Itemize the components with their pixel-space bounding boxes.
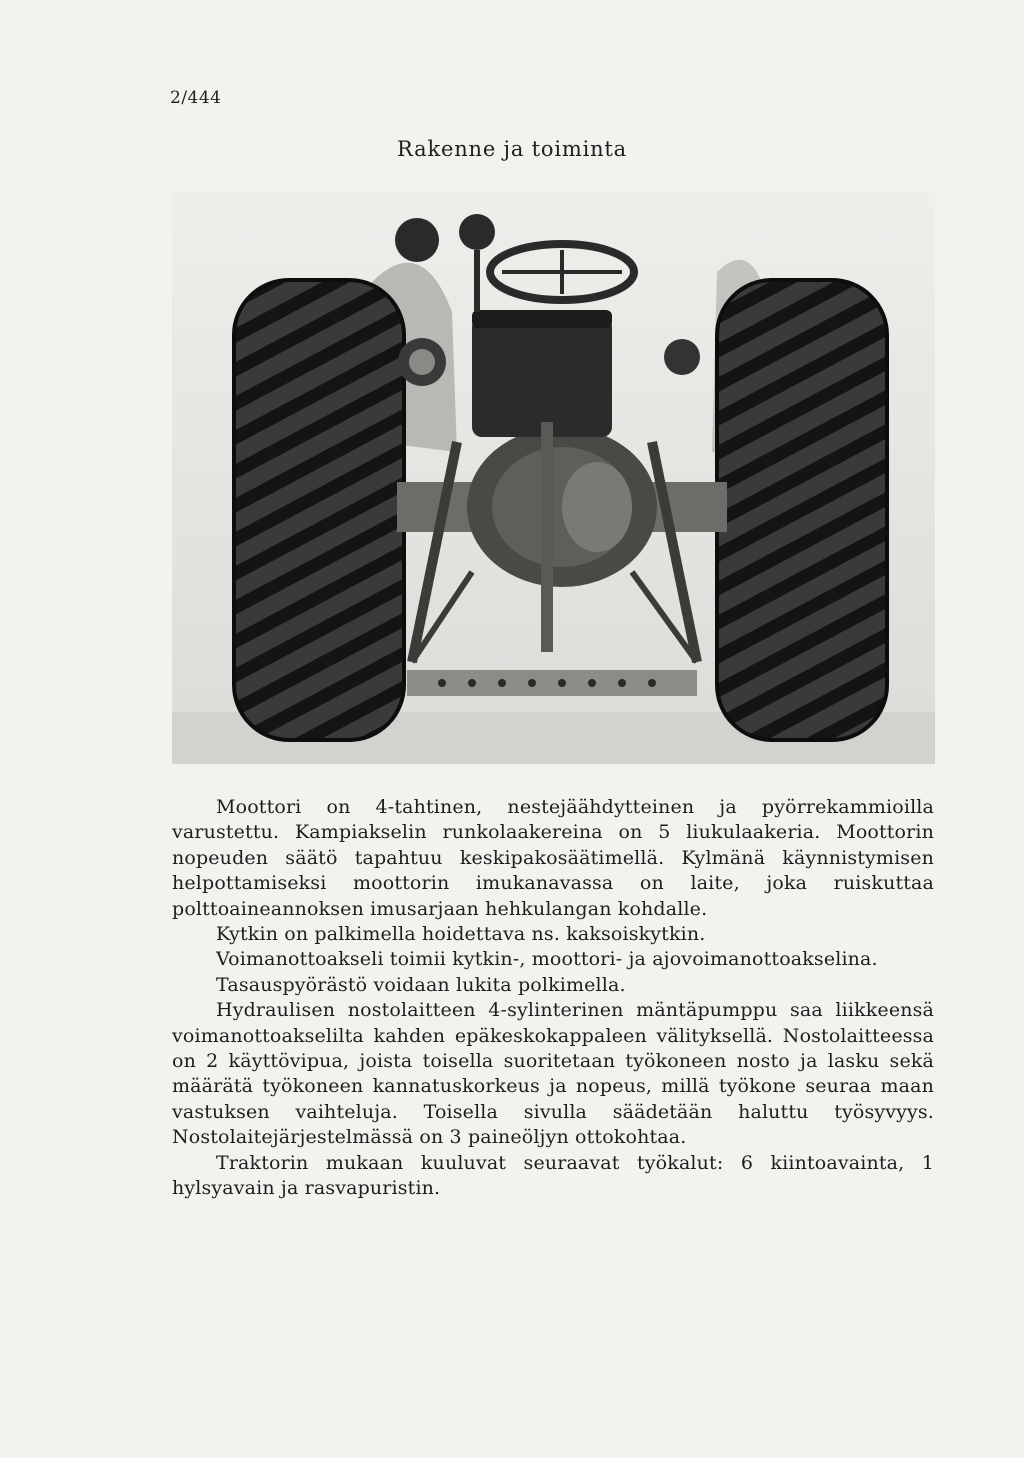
tractor-rear-view-photo [172, 192, 935, 764]
paragraph-hydraulics: Hydraulisen nostolaitteen 4-sylinterinen mäntäpumppu saa liikkeensä voimanottoakselilta kahden epäkeskokappaleen välityksellä. Nostolaitteessa on 2 käyttövipua, joista toisella suoritetaan työkoneen nosto ja lasku sekä määrätä työkoneen kannatuskorkeus ja nopeus, millä työkone seuraa maan vastuksen vaihteluja. Toisella sivulla säädetään haluttu työsyvyys. Nostolaitejärjestelmässä on 3 paineöljyn ottokohtaa. [172, 999, 934, 1149]
paragraph-tools: Traktorin mukaan kuuluvat seuraavat työkalut: 6 kiintoavainta, 1 hylsyavain ja rasvapuristin. [172, 1151, 934, 1200]
section-title: Rakenne ja toiminta [397, 137, 627, 161]
paragraph-clutch: Kytkin on palkimella hoidettava ns. kaksoiskytkin. [216, 923, 706, 946]
paragraph-differential: Tasauspyörästö voidaan lukita polkimella. [216, 973, 626, 996]
paragraph-engine: Moottori on 4-tahtinen, nestejäähdytteinen ja pyörrekammioilla varustettu. Kampiakselin runkolaakereina on 5 liukulaakeria. Moottorin nopeuden säätö tapahtuu keskipakosäätimellä. Kylmänä käynnistymisen helpottamiseksi moottorin imukanavassa on laite, joka ruiskuttaa polttoaineannoksen imusarjaan hehkulangan kohdalle. [172, 796, 934, 920]
page-number: 2/444 [170, 88, 222, 108]
tractor-photo-icon [172, 192, 935, 764]
paragraph-pto: Voimanottoakseli toimii kytkin-, moottori- ja ajovoimanottoakselina. [216, 948, 878, 971]
body-text [172, 795, 934, 1202]
